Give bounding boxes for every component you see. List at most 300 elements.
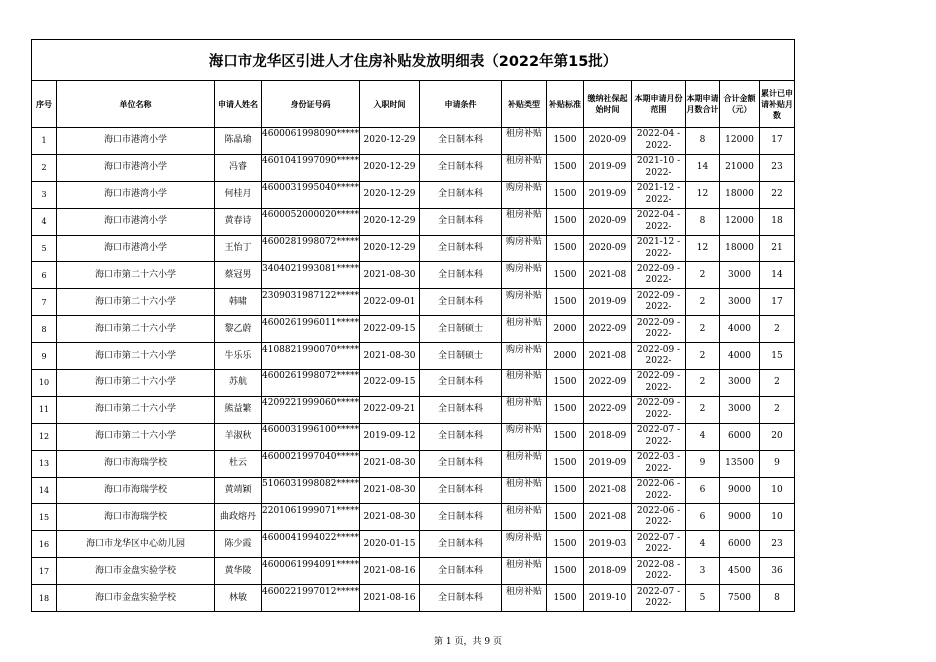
cell-id-number-text: 4108821990070***** [262, 344, 359, 355]
cell-period-text: 2022-09 - 2022- [636, 344, 681, 367]
cell-id-number [262, 423, 360, 450]
cell-hire-date: 2021-08-16 [360, 558, 420, 585]
cell-months: 8 [686, 128, 720, 155]
cell-insurance-start: 2018-09 [584, 423, 632, 450]
cell-condition: 全日制本科 [420, 477, 502, 504]
cell-id-number [262, 585, 360, 612]
table-row [32, 477, 795, 504]
cell-amount: 12000 [720, 208, 760, 235]
cell-unit: 海口市第二十六小学 [57, 343, 215, 370]
col-header-standard: 补贴标准 [547, 81, 584, 128]
cell-standard: 1500 [547, 396, 584, 423]
cell-condition: 全日制本科 [420, 128, 502, 155]
cell-hire-date: 2020-12-29 [360, 128, 420, 155]
cell-insurance-start: 2021-08 [584, 504, 632, 531]
cell-insurance-start: 2020-09 [584, 235, 632, 262]
cell-hire-date: 2022-09-01 [360, 289, 420, 316]
cell-months: 9 [686, 450, 720, 477]
cell-id-number [262, 181, 360, 208]
cell-standard: 1500 [547, 531, 584, 558]
cell-subsidy-type [502, 504, 547, 531]
cell-condition: 全日制本科 [420, 450, 502, 477]
cell-period [632, 154, 686, 181]
cell-unit: 海口市龙华区中心幼儿园 [57, 531, 215, 558]
cell-id-number-text: 4601041997090***** [262, 156, 359, 167]
cell-applicant: 曲政熔丹 [215, 504, 262, 531]
cell-months: 4 [686, 423, 720, 450]
cell-standard: 1500 [547, 181, 584, 208]
cell-period [632, 262, 686, 289]
cell-subsidy-type [502, 154, 547, 181]
cell-id-number [262, 128, 360, 155]
cell-condition: 全日制本科 [420, 396, 502, 423]
cell-subsidy-type [502, 128, 547, 155]
cell-insurance-start: 2021-08 [584, 477, 632, 504]
cell-standard: 1500 [547, 235, 584, 262]
cell-period [632, 235, 686, 262]
cell-standard: 2000 [547, 316, 584, 343]
table-title: 海口市龙华区引进人才住房补贴发放明细表（2022年第15批） [32, 40, 795, 81]
cell-standard: 1500 [547, 262, 584, 289]
cell-amount: 3000 [720, 396, 760, 423]
cell-applicant: 羊淑秋 [215, 423, 262, 450]
cell-period [632, 208, 686, 235]
cell-amount: 6000 [720, 423, 760, 450]
cell-period [632, 531, 686, 558]
cell-amount: 18000 [720, 181, 760, 208]
table-row [32, 531, 795, 558]
cell-subsidy-type [502, 235, 547, 262]
col-header-cumulative: 累计已申请补贴月数 [760, 81, 795, 128]
cell-subsidy-type [502, 396, 547, 423]
cell-period [632, 585, 686, 612]
cell-index: 14 [32, 477, 57, 504]
cell-hire-date: 2020-01-15 [360, 531, 420, 558]
cell-id-number-text: 4600041994022***** [262, 532, 359, 543]
cell-index: 12 [32, 423, 57, 450]
cell-hire-date: 2020-12-29 [360, 208, 420, 235]
cell-unit: 海口市海瑞学校 [57, 504, 215, 531]
table-row [32, 450, 795, 477]
cell-subsidy-type [502, 262, 547, 289]
cell-period [632, 477, 686, 504]
cell-id-number-text: 2201061999071***** [262, 505, 359, 516]
cell-subsidy-type [502, 423, 547, 450]
cell-standard: 1500 [547, 477, 584, 504]
cell-subsidy-type [502, 450, 547, 477]
cell-subsidy-type-text: 租房补贴 [505, 559, 542, 570]
cell-standard: 1500 [547, 128, 584, 155]
cell-id-number-text: 4600281998072***** [262, 237, 359, 247]
cell-period-text: 2021-12 - 2022- [636, 237, 681, 259]
cell-index: 9 [32, 343, 57, 370]
cell-applicant: 王怡丁 [215, 235, 262, 262]
table-row [32, 585, 795, 612]
cell-insurance-start: 2019-03 [584, 531, 632, 558]
cell-amount: 9000 [720, 477, 760, 504]
cell-id-number-text: 4600031995040***** [262, 183, 359, 194]
cell-insurance-start: 2020-09 [584, 208, 632, 235]
cell-index: 11 [32, 396, 57, 423]
cell-period-text: 2022-07 - 2022- [636, 425, 681, 447]
cell-period [632, 289, 686, 316]
cell-hire-date: 2019-09-12 [360, 423, 420, 450]
cell-applicant: 黄春诗 [215, 208, 262, 235]
page-footer: 第 1 页，共 9 页 [434, 637, 502, 647]
cell-hire-date: 2020-12-29 [360, 235, 420, 262]
cell-subsidy-type-text: 租房补贴 [505, 317, 542, 328]
cell-standard: 1500 [547, 289, 584, 316]
cell-amount: 6000 [720, 531, 760, 558]
cell-period-text: 2022-09 - 2022- [636, 398, 681, 420]
cell-subsidy-type-text: 租房补贴 [505, 156, 542, 167]
cell-subsidy-type-text: 租房补贴 [505, 210, 542, 221]
cell-insurance-start: 2019-09 [584, 181, 632, 208]
table-row [32, 316, 795, 343]
cell-subsidy-type-text: 租房补贴 [505, 586, 542, 597]
cell-cumulative: 8 [760, 585, 795, 612]
cell-applicant: 林敏 [215, 585, 262, 612]
cell-hire-date: 2021-08-30 [360, 450, 420, 477]
cell-period-text: 2022-04 - 2022- [636, 129, 681, 151]
cell-applicant: 韩啸 [215, 289, 262, 316]
col-header-index: 序号 [32, 81, 57, 128]
col-header-months: 本期申请月数合计 [686, 81, 720, 128]
table-row [32, 128, 795, 155]
cell-applicant: 黄靖颖 [215, 477, 262, 504]
cell-months: 14 [686, 154, 720, 181]
cell-condition: 全日制本科 [420, 504, 502, 531]
cell-subsidy-type-text: 租房补贴 [505, 505, 542, 516]
cell-period-text: 2022-03 - 2022- [636, 452, 681, 474]
cell-period [632, 504, 686, 531]
cell-period [632, 128, 686, 155]
cell-unit: 海口市第二十六小学 [57, 289, 215, 316]
cell-unit: 海口市第二十六小学 [57, 316, 215, 343]
cell-cumulative: 10 [760, 477, 795, 504]
cell-id-number-text: 2309031987122***** [262, 290, 359, 301]
cell-subsidy-type-text: 购房补贴 [505, 290, 542, 301]
cell-period-text: 2022-06 - 2022- [636, 479, 681, 501]
cell-unit: 海口市海瑞学校 [57, 477, 215, 504]
table-row [32, 558, 795, 585]
col-header-applicant: 申请人姓名 [215, 81, 262, 128]
cell-cumulative: 10 [760, 504, 795, 531]
cell-condition: 全日制本科 [420, 235, 502, 262]
cell-subsidy-type [502, 531, 547, 558]
table-row [32, 504, 795, 531]
cell-condition: 全日制本科 [420, 558, 502, 585]
cell-amount: 21000 [720, 154, 760, 181]
cell-subsidy-type [502, 343, 547, 370]
cell-unit: 海口市港湾小学 [57, 208, 215, 235]
cell-period-text: 2022-07 - 2022- [636, 532, 681, 555]
cell-condition: 全日制本科 [420, 262, 502, 289]
cell-months: 3 [686, 558, 720, 585]
col-header-unit: 单位名称 [57, 81, 215, 128]
cell-months: 4 [686, 531, 720, 558]
cell-standard: 1500 [547, 423, 584, 450]
cell-cumulative: 17 [760, 128, 795, 155]
cell-insurance-start: 2019-09 [584, 154, 632, 181]
cell-hire-date: 2021-08-30 [360, 477, 420, 504]
cell-index: 3 [32, 181, 57, 208]
cell-amount: 4000 [720, 343, 760, 370]
cell-amount: 18000 [720, 235, 760, 262]
cell-id-number [262, 235, 360, 262]
cell-months: 5 [686, 585, 720, 612]
col-header-subsidy-type: 补贴类型 [502, 81, 547, 128]
cell-subsidy-type [502, 558, 547, 585]
cell-period-text: 2022-06 - 2022- [636, 505, 681, 528]
cell-id-number [262, 477, 360, 504]
spreadsheet-page [31, 39, 793, 612]
cell-standard: 1500 [547, 370, 584, 397]
cell-months: 2 [686, 370, 720, 397]
cell-id-number-text: 4600021997040***** [262, 452, 359, 463]
cell-id-number-text: 5106031998082***** [262, 479, 359, 490]
cell-applicant: 陈少霞 [215, 531, 262, 558]
cell-applicant: 何桂月 [215, 181, 262, 208]
cell-amount: 4500 [720, 558, 760, 585]
cell-period-text: 2022-09 - 2022- [636, 263, 681, 286]
cell-months: 8 [686, 208, 720, 235]
cell-amount: 9000 [720, 504, 760, 531]
cell-id-number-text: 4600061994091***** [262, 559, 359, 570]
cell-applicant: 蔡冠男 [215, 262, 262, 289]
cell-unit: 海口市港湾小学 [57, 128, 215, 155]
cell-unit: 海口市港湾小学 [57, 235, 215, 262]
cell-amount: 12000 [720, 128, 760, 155]
cell-standard: 1500 [547, 558, 584, 585]
cell-months: 2 [686, 262, 720, 289]
cell-applicant: 陈晶瑜 [215, 128, 262, 155]
cell-months: 6 [686, 504, 720, 531]
cell-cumulative: 2 [760, 370, 795, 397]
cell-applicant: 牛乐乐 [215, 343, 262, 370]
cell-hire-date: 2020-12-29 [360, 154, 420, 181]
cell-id-number [262, 531, 360, 558]
cell-period-text: 2022-08 - 2022- [636, 559, 681, 582]
cell-id-number [262, 396, 360, 423]
cell-condition: 全日制本科 [420, 423, 502, 450]
cell-id-number [262, 316, 360, 343]
cell-hire-date: 2022-09-21 [360, 396, 420, 423]
cell-period-text: 2021-12 - 2022- [636, 183, 681, 205]
cell-cumulative: 21 [760, 235, 795, 262]
cell-applicant: 杜云 [215, 450, 262, 477]
cell-period-text: 2021-10 - 2022- [636, 156, 681, 178]
cell-period-text: 2022-09 - 2022- [636, 371, 681, 393]
cell-unit: 海口市金盘实验学校 [57, 558, 215, 585]
cell-standard: 1500 [547, 585, 584, 612]
cell-applicant: 冯睿 [215, 154, 262, 181]
cell-id-number-text: 4600261996011***** [262, 317, 359, 328]
col-header-id-number: 身份证号码 [262, 81, 360, 128]
cell-subsidy-type [502, 477, 547, 504]
cell-condition: 全日制本科 [420, 370, 502, 397]
cell-insurance-start: 2021-08 [584, 343, 632, 370]
cell-id-number-text: 4600221997012***** [262, 586, 359, 597]
cell-condition: 全日制本科 [420, 154, 502, 181]
cell-insurance-start: 2021-08 [584, 262, 632, 289]
subsidy-table [31, 39, 795, 612]
cell-subsidy-type-text: 购房补贴 [505, 532, 542, 543]
cell-insurance-start: 2019-09 [584, 289, 632, 316]
cell-index: 6 [32, 262, 57, 289]
cell-months: 12 [686, 181, 720, 208]
cell-months: 2 [686, 289, 720, 316]
cell-subsidy-type [502, 181, 547, 208]
cell-amount: 3000 [720, 289, 760, 316]
cell-amount: 7500 [720, 585, 760, 612]
cell-standard: 1500 [547, 208, 584, 235]
table-row [32, 396, 795, 423]
cell-cumulative: 23 [760, 531, 795, 558]
cell-months: 2 [686, 343, 720, 370]
cell-period [632, 316, 686, 343]
cell-subsidy-type-text: 租房补贴 [505, 371, 542, 382]
cell-index: 15 [32, 504, 57, 531]
cell-id-number [262, 208, 360, 235]
cell-subsidy-type-text: 购房补贴 [505, 263, 542, 274]
cell-subsidy-type [502, 585, 547, 612]
col-header-condition: 申请条件 [420, 81, 502, 128]
cell-subsidy-type-text: 租房补贴 [505, 398, 542, 409]
cell-index: 13 [32, 450, 57, 477]
cell-condition: 全日制硕士 [420, 343, 502, 370]
cell-subsidy-type-text: 租房补贴 [505, 479, 542, 490]
cell-insurance-start: 2020-09 [584, 128, 632, 155]
cell-id-number [262, 154, 360, 181]
cell-months: 6 [686, 477, 720, 504]
cell-subsidy-type-text: 租房补贴 [505, 129, 542, 140]
cell-cumulative: 14 [760, 262, 795, 289]
cell-hire-date: 2021-08-16 [360, 585, 420, 612]
table-row [32, 154, 795, 181]
cell-condition: 全日制本科 [420, 208, 502, 235]
cell-unit: 海口市第二十六小学 [57, 370, 215, 397]
header-row [32, 81, 795, 128]
table-row [32, 343, 795, 370]
cell-amount: 13500 [720, 450, 760, 477]
cell-id-number [262, 450, 360, 477]
cell-period [632, 423, 686, 450]
col-header-insurance-start: 缴纳社保起始时间 [584, 81, 632, 128]
cell-period-text: 2022-09 - 2022- [636, 317, 681, 340]
cell-period-text: 2022-04 - 2022- [636, 210, 681, 232]
cell-cumulative: 22 [760, 181, 795, 208]
cell-index: 10 [32, 370, 57, 397]
cell-standard: 1500 [547, 450, 584, 477]
cell-index: 4 [32, 208, 57, 235]
cell-index: 17 [32, 558, 57, 585]
table-row [32, 370, 795, 397]
cell-hire-date: 2022-09-15 [360, 316, 420, 343]
cell-hire-date: 2021-08-30 [360, 504, 420, 531]
cell-condition: 全日制本科 [420, 531, 502, 558]
table-row [32, 423, 795, 450]
cell-insurance-start: 2019-09 [584, 450, 632, 477]
cell-index: 8 [32, 316, 57, 343]
cell-cumulative: 2 [760, 396, 795, 423]
table-body [32, 128, 795, 612]
cell-period [632, 343, 686, 370]
cell-subsidy-type-text: 购房补贴 [505, 237, 542, 247]
cell-period-text: 2022-09 - 2022- [636, 290, 681, 313]
cell-insurance-start: 2018-09 [584, 558, 632, 585]
cell-hire-date: 2022-09-15 [360, 370, 420, 397]
cell-unit: 海口市海瑞学校 [57, 450, 215, 477]
cell-condition: 全日制本科 [420, 585, 502, 612]
cell-index: 18 [32, 585, 57, 612]
cell-insurance-start: 2022-09 [584, 396, 632, 423]
cell-amount: 4000 [720, 316, 760, 343]
cell-applicant: 苏航 [215, 370, 262, 397]
cell-id-number-text: 4600261998072***** [262, 371, 359, 382]
cell-subsidy-type-text: 购房补贴 [505, 344, 542, 355]
cell-id-number-text: 4600061998090***** [262, 129, 359, 140]
cell-unit: 海口市金盘实验学校 [57, 585, 215, 612]
cell-cumulative: 36 [760, 558, 795, 585]
cell-condition: 全日制本科 [420, 289, 502, 316]
cell-standard: 1500 [547, 154, 584, 181]
col-header-amount: 合计金额（元） [720, 81, 760, 128]
cell-subsidy-type [502, 316, 547, 343]
cell-period [632, 181, 686, 208]
cell-unit: 海口市第二十六小学 [57, 396, 215, 423]
cell-id-number-text: 4209221999060***** [262, 398, 359, 409]
cell-months: 12 [686, 235, 720, 262]
cell-insurance-start: 2022-09 [584, 316, 632, 343]
cell-id-number [262, 558, 360, 585]
cell-unit: 海口市港湾小学 [57, 181, 215, 208]
cell-period [632, 450, 686, 477]
cell-id-number [262, 262, 360, 289]
table-row [32, 208, 795, 235]
cell-index: 7 [32, 289, 57, 316]
cell-cumulative: 9 [760, 450, 795, 477]
cell-id-number-text: 4600031996100***** [262, 425, 359, 436]
cell-standard: 2000 [547, 343, 584, 370]
cell-applicant: 熊益繁 [215, 396, 262, 423]
cell-id-number [262, 343, 360, 370]
cell-insurance-start: 2019-10 [584, 585, 632, 612]
cell-unit: 海口市第二十六小学 [57, 262, 215, 289]
cell-period-text: 2022-07 - 2022- [636, 586, 681, 609]
cell-cumulative: 17 [760, 289, 795, 316]
cell-cumulative: 2 [760, 316, 795, 343]
cell-subsidy-type [502, 370, 547, 397]
cell-months: 2 [686, 316, 720, 343]
table-row [32, 235, 795, 262]
cell-index: 1 [32, 128, 57, 155]
cell-cumulative: 15 [760, 343, 795, 370]
cell-cumulative: 18 [760, 208, 795, 235]
cell-months: 2 [686, 396, 720, 423]
cell-index: 5 [32, 235, 57, 262]
cell-cumulative: 20 [760, 423, 795, 450]
cell-period [632, 396, 686, 423]
cell-standard: 1500 [547, 504, 584, 531]
cell-subsidy-type-text: 购房补贴 [505, 425, 542, 436]
cell-subsidy-type-text: 购房补贴 [505, 183, 542, 194]
cell-cumulative: 23 [760, 154, 795, 181]
cell-hire-date: 2021-08-30 [360, 262, 420, 289]
cell-amount: 3000 [720, 370, 760, 397]
cell-insurance-start: 2022-09 [584, 370, 632, 397]
cell-condition: 全日制硕士 [420, 316, 502, 343]
